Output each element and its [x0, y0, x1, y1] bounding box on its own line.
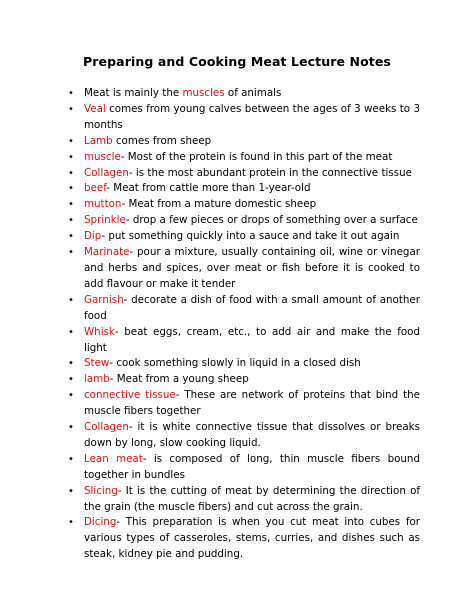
note-definition: - is the most abundant protein in the connective tissue — [128, 166, 412, 179]
note-item — [68, 102, 420, 134]
note-item — [68, 134, 420, 150]
note-item — [68, 213, 420, 229]
note-item — [68, 166, 420, 182]
note-definition: - is composed of long, thin muscle fibers bound together in bundles — [84, 452, 420, 481]
note-term: Whisk — [84, 325, 115, 338]
note-definition: comes from sheep — [112, 134, 212, 147]
note-definition: - Meat from a mature domestic sheep — [121, 198, 317, 211]
note-item — [68, 293, 420, 325]
note-term: lamb — [84, 373, 110, 386]
bullet-icon: • — [68, 294, 74, 306]
note-term: mutton — [84, 198, 122, 211]
lecture-notes-list — [68, 86, 420, 563]
note-term: muscles — [182, 87, 225, 99]
bullet-icon: • — [68, 247, 74, 259]
note-item — [68, 484, 420, 516]
note-text-lead: Meat is mainly the — [84, 87, 183, 99]
bullet-icon: • — [68, 183, 74, 195]
note-term: Collagen — [84, 421, 129, 434]
note-definition: - it is white connective tissue that dissolves or breaks down by long, slow cooking liquid. — [84, 421, 420, 449]
note-item — [68, 197, 420, 213]
note-term: Sprinkle — [84, 214, 126, 227]
note-item — [68, 372, 420, 388]
bullet-icon: • — [68, 103, 74, 115]
note-item — [68, 86, 420, 102]
note-item — [68, 229, 420, 245]
note-item — [68, 150, 420, 166]
bullet-icon: • — [68, 215, 74, 227]
note-term: Collagen — [84, 166, 129, 179]
bullet-icon: • — [68, 390, 74, 402]
note-definition: - put something quickly into a sauce and take it out again — [101, 230, 400, 243]
note-term: Dicing — [84, 516, 117, 529]
bullet-icon: • — [68, 453, 74, 465]
bullet-icon: • — [68, 135, 74, 147]
note-definition: - cook something slowly in liquid in a closed dish — [109, 357, 361, 370]
note-item — [68, 181, 420, 197]
bullet-icon: • — [68, 167, 74, 179]
bullet-icon: • — [68, 151, 74, 163]
note-item — [68, 325, 420, 357]
note-term: Lean meat — [84, 452, 143, 465]
bullet-icon: • — [68, 422, 74, 434]
bullet-icon: • — [68, 374, 74, 386]
note-term: connective tissue — [84, 389, 176, 402]
note-definition: - These are network of proteins that bind the muscle fibers together — [84, 389, 420, 418]
note-term: Veal — [84, 102, 106, 115]
note-item — [68, 515, 420, 563]
bullet-icon: • — [68, 231, 74, 243]
note-item — [68, 420, 420, 452]
note-definition: - beat eggs, cream, etc., to add air and make the food light — [84, 325, 420, 354]
note-term: muscle — [84, 150, 121, 163]
page-title: Preparing and Cooking Meat Lecture Notes — [83, 54, 391, 69]
note-term: Slicing — [84, 484, 118, 497]
bullet-icon: • — [68, 326, 74, 338]
note-term: beef — [84, 182, 107, 195]
note-term: Lamb — [84, 134, 113, 147]
note-definition: - Most of the protein is found in this part of the meat — [120, 150, 393, 163]
note-definition: - Meat from cattle more than 1-year-old — [106, 182, 311, 195]
note-definition: comes from young calves between the ages of 3 weeks to 3 months — [84, 102, 420, 131]
bullet-icon: • — [68, 358, 74, 370]
note-term: Marinate — [84, 246, 130, 259]
note-term: Dip — [84, 230, 102, 243]
note-item — [68, 245, 420, 293]
note-definition: of animals — [224, 87, 282, 99]
bullet-icon: • — [68, 88, 74, 99]
note-definition: - pour a mixture, usually containing oil, wine or vinegar and herbs and spices, over meat or fish before it is cooked to add flavour or make it tender — [84, 246, 420, 290]
note-definition: - drop a few pieces or drops of something over a surface — [125, 214, 418, 227]
note-term: Garnish — [84, 293, 124, 306]
note-item — [68, 356, 420, 372]
note-item — [68, 452, 420, 484]
bullet-icon: • — [68, 517, 74, 529]
note-term: Stew — [84, 357, 110, 370]
bullet-icon: • — [68, 485, 74, 497]
note-definition: - It is the cutting of meat by determining the direction of the grain (the muscle fibers) and cut across the grain. — [84, 484, 420, 513]
note-definition: - decorate a dish of food with a small amount of another food — [84, 293, 420, 322]
note-definition: - This preparation is when you cut meat into cubes for various types of casseroles, stems, curries, and dishes such as steak, kidney pie and pudding. — [84, 516, 420, 561]
note-definition: - Meat from a young sheep — [109, 373, 249, 386]
bullet-icon: • — [68, 199, 74, 211]
note-item — [68, 388, 420, 420]
